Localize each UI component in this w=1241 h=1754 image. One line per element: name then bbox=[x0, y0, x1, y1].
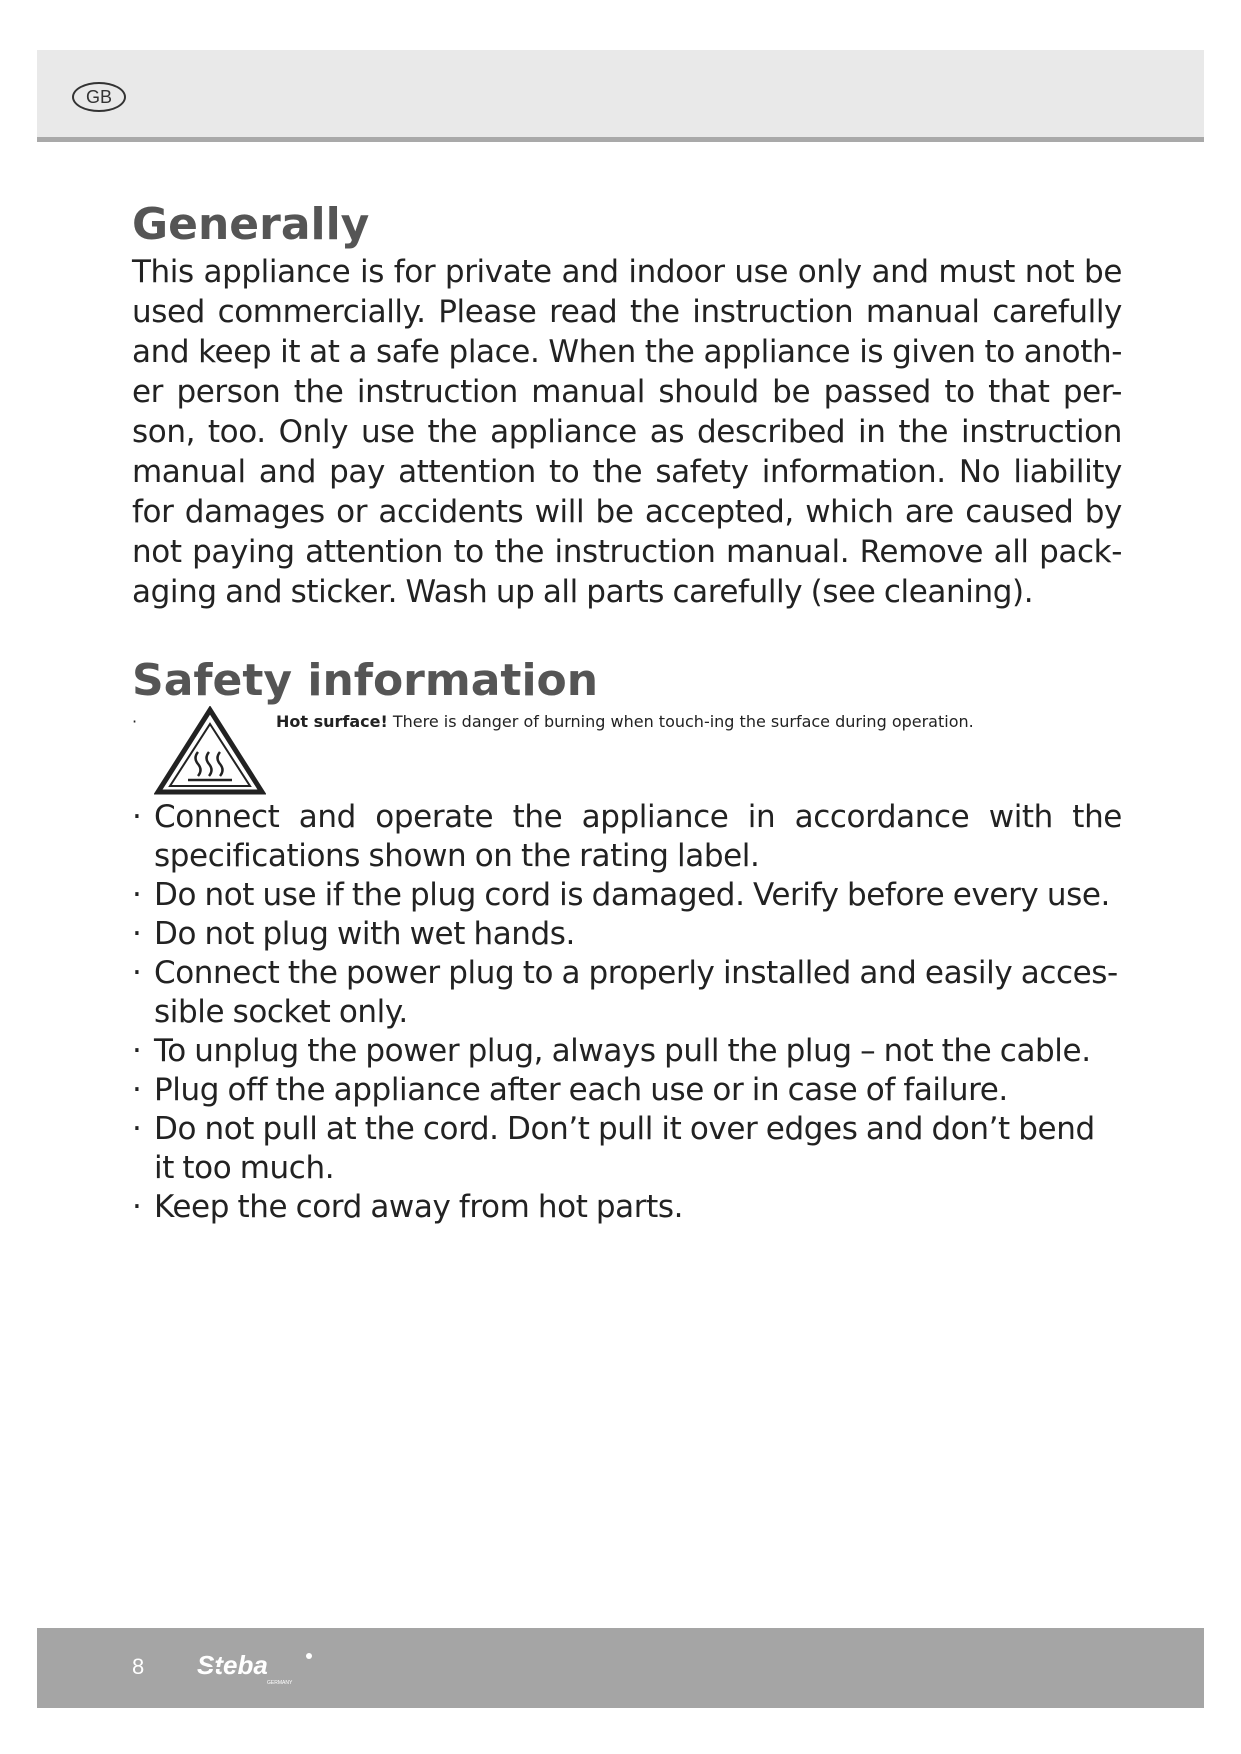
list-item: · Do not pull at the cord. Don’t pull it over edges and don’t bend it too much. bbox=[132, 1111, 1095, 1186]
page-number: 8 bbox=[132, 1654, 145, 1679]
list-item: · Plug off the appliance after each use or in case of failure. bbox=[132, 1072, 1008, 1108]
svg-text:Steba: Steba bbox=[197, 1650, 268, 1680]
bullet: · bbox=[132, 712, 138, 731]
language-badge: GB bbox=[72, 82, 126, 112]
section-generally bbox=[132, 198, 1122, 612]
list-item: · Connect and operate the appliance in accordance with the specifications shown on the rating label. bbox=[132, 799, 1122, 874]
hot-surface-warning bbox=[132, 712, 1122, 798]
hot-surface-text bbox=[276, 712, 1122, 731]
page-content bbox=[132, 198, 1122, 1227]
list-item: · To unplug the power plug, always pull the plug – not the cable. bbox=[132, 1033, 1091, 1069]
generally-paragraph: This appliance is for private and indoor use only and must not be used commercially. Please read the instruction manual carefully and keep it at a safe place. When the appliance is given to anoth-er person the instruction manual should be passed to that per-son, too. Only use the appliance as described in the instruction manual and pay attention to the safety information. No liability for damages or accidents will be accepted, which are caused by not paying attention to the instruction manual. Remove all pack-aging and sticker. Wash up all parts carefully (see cleaning). bbox=[132, 254, 1122, 610]
list-item: · Do not use if the plug cord is damaged. Verify before every use. bbox=[132, 877, 1110, 913]
page-footer-band bbox=[37, 1628, 1204, 1708]
hot-surface-label: Hot surface! bbox=[276, 712, 388, 731]
steba-logo bbox=[197, 1648, 317, 1688]
page-header-band bbox=[37, 50, 1204, 142]
hot-surface-warning-icon bbox=[154, 706, 266, 798]
list-item: · Keep the cord away from hot parts. bbox=[132, 1189, 684, 1225]
safety-list bbox=[132, 798, 1122, 1227]
list-item: · Do not plug with wet hands. bbox=[132, 916, 576, 952]
list-item: · Connect the power plug to a properly installed and easily acces-sible socket only. bbox=[132, 955, 1118, 1030]
svg-text:GERMANY: GERMANY bbox=[267, 1680, 293, 1686]
section-title-safety: Safety information bbox=[132, 655, 599, 706]
hot-surface-description: There is danger of burning when touch-ing the surface during operation. bbox=[392, 712, 974, 731]
section-title-generally: Generally bbox=[132, 199, 370, 250]
section-safety-information bbox=[132, 654, 1122, 1227]
